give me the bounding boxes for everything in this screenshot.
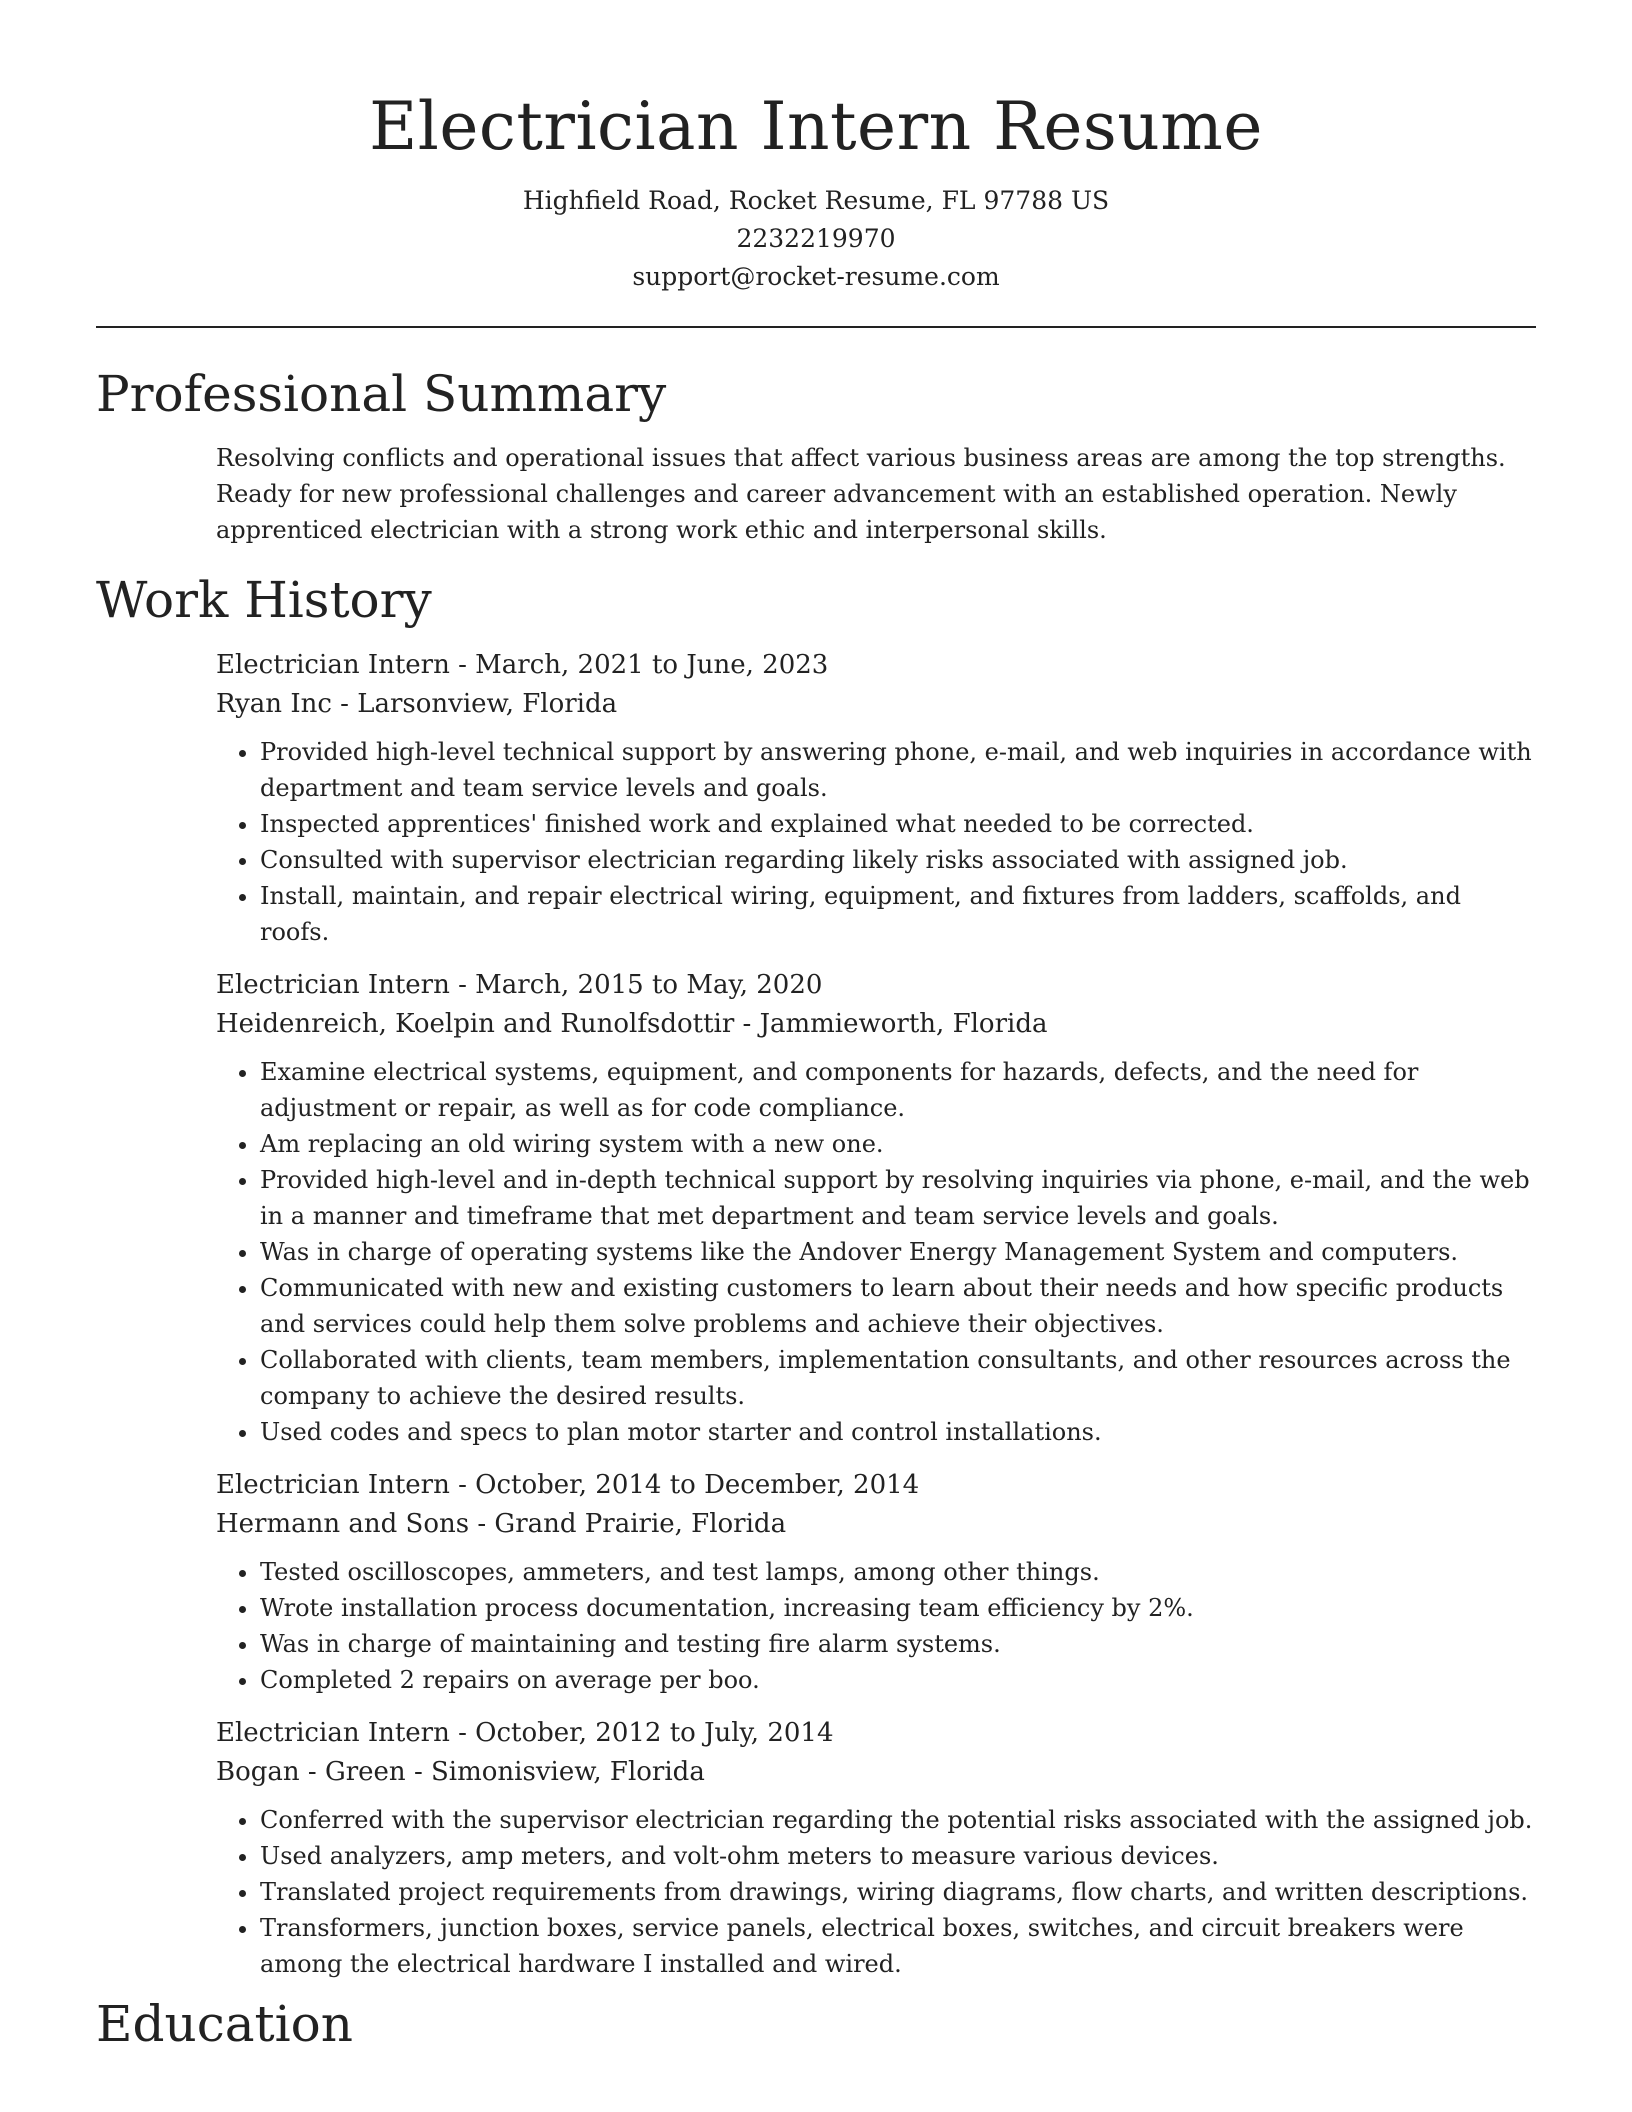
resume-header	[96, 0, 1536, 296]
work-history-heading: Work History	[96, 571, 432, 629]
bullet-item: • Was in charge of maintaining and testing fire alarm systems.	[260, 1626, 1536, 1662]
bullet-item: • Used analyzers, amp meters, and volt-ohm meters to measure various devices.	[260, 1838, 1536, 1874]
job-company-line: Ryan Inc - Larsonview, Florida	[216, 689, 618, 719]
resume-page	[96, 0, 1536, 2054]
job-bullets	[216, 734, 1536, 950]
bullet-item: • Completed 2 repairs on average per boo.	[260, 1662, 1536, 1698]
job-title-line: Electrician Intern - March, 2021 to June, 2023	[216, 650, 829, 680]
bullet-item: • Communicated with new and existing customers to learn about their needs and how specific products and services could help them solve problems and achieve their objectives.	[260, 1270, 1536, 1342]
email: support@rocket-resume.com	[632, 262, 1000, 291]
bullet-item: • Was in charge of operating systems like the Andover Energy Management System and computers.	[260, 1234, 1536, 1270]
job-title-line: Electrician Intern - October, 2014 to December, 2014	[216, 1470, 920, 1500]
job-company-line: Hermann and Sons - Grand Prairie, Florida	[216, 1509, 787, 1539]
bullet-item: • Translated project requirements from drawings, wiring diagrams, flow charts, and written descriptions.	[260, 1874, 1536, 1910]
bullet-item: • Conferred with the supervisor electrician regarding the potential risks associated with the assigned job.	[260, 1802, 1536, 1838]
bullet-item: • Inspected apprentices' finished work and explained what needed to be corrected.	[260, 806, 1536, 842]
header-divider	[96, 326, 1536, 328]
bullet-item: • Examine electrical systems, equipment, and components for hazards, defects, and the need for adjustment or repair, as well as for code compliance.	[260, 1054, 1536, 1126]
job-title-line: Electrician Intern - October, 2012 to July, 2014	[216, 1718, 834, 1748]
job-entry	[216, 646, 1536, 950]
job-entry	[216, 1714, 1536, 1982]
bullet-item: • Install, maintain, and repair electrical wiring, equipment, and fixtures from ladders, scaffolds, and roofs.	[260, 878, 1536, 950]
bullet-item: • Tested oscilloscopes, ammeters, and test lamps, among other things.	[260, 1554, 1536, 1590]
job-title-line: Electrician Intern - March, 2015 to May, 2020	[216, 970, 823, 1000]
job-entry	[216, 1466, 1536, 1698]
bullet-item: • Wrote installation process documentation, increasing team efficiency by 2%.	[260, 1590, 1536, 1626]
job-bullets	[216, 1054, 1536, 1450]
bullet-item: • Transformers, junction boxes, service panels, electrical boxes, switches, and circuit breakers were among the electrical hardware I installed and wired.	[260, 1910, 1536, 1982]
bullet-item: • Am replacing an old wiring system with a new one.	[260, 1126, 1536, 1162]
resume-title: Electrician Intern Resume	[369, 88, 1263, 165]
job-bullets	[216, 1554, 1536, 1698]
address: Highfield Road, Rocket Resume, FL 97788 US	[522, 186, 1110, 215]
job-company-line: Bogan - Green - Simonisview, Florida	[216, 1757, 705, 1787]
job-bullets	[216, 1802, 1536, 1982]
summary-heading: Professional Summary	[96, 365, 667, 423]
job-entry	[216, 966, 1536, 1450]
education-heading: Education	[96, 1995, 353, 2053]
job-company-line: Heidenreich, Koelpin and Runolfsdottir - Jammieworth, Florida	[216, 1009, 1048, 1039]
bullet-item: • Used codes and specs to plan motor starter and control installations.	[260, 1414, 1536, 1450]
bullet-item: • Provided high-level and in-depth technical support by resolving inquiries via phone, e-mail, and the web in a manner and timeframe that met department and team service levels and goals.	[260, 1162, 1536, 1234]
summary-text: Resolving conflicts and operational issues that affect various business areas are among the top strengths. Ready for new professional challenges and career advancement with an established operation. Newly apprenticed electrician with a strong work ethic and interpersonal skills.	[216, 444, 1506, 544]
phone: 2232219970	[736, 224, 896, 253]
bullet-item: • Provided high-level technical support by answering phone, e-mail, and web inquiries in accordance with department and team service levels and goals.	[260, 734, 1536, 806]
bullet-item: • Collaborated with clients, team members, implementation consultants, and other resources across the company to achieve the desired results.	[260, 1342, 1536, 1414]
bullet-item: • Consulted with supervisor electrician regarding likely risks associated with assigned job.	[260, 842, 1536, 878]
